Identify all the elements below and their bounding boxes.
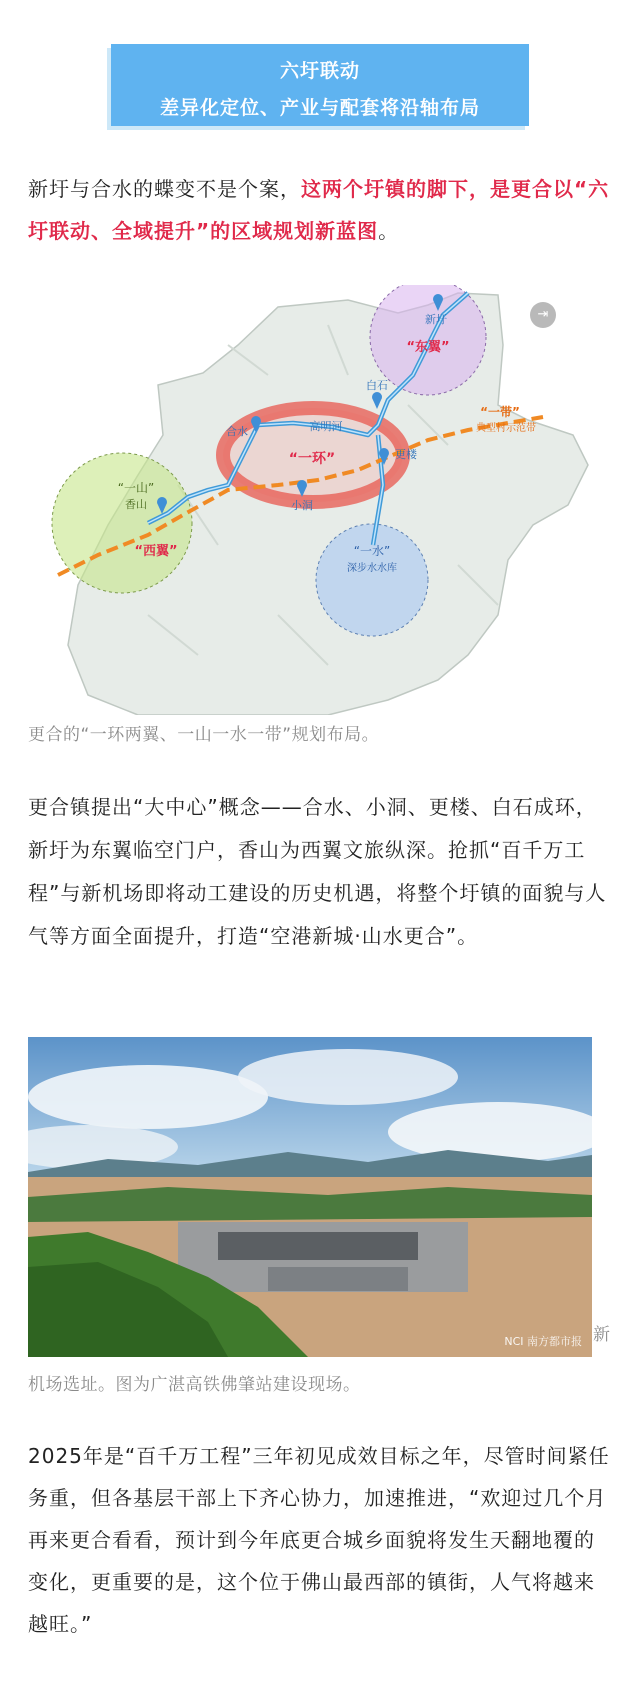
planning-map-svg <box>28 285 614 715</box>
construction-photo-svg <box>28 1037 592 1357</box>
label-dianxing: 典型村示范带 <box>476 423 536 434</box>
label-heshui: 合水 <box>226 425 248 438</box>
label-yishui: “一水” <box>353 544 391 558</box>
photo-watermark: NCI 南方都市报 <box>504 1335 582 1348</box>
label-xinxu: 新圩 <box>425 313 447 326</box>
section-header-line1: 六圩联动 <box>279 60 360 82</box>
label-yihuan: “一环” <box>288 451 336 467</box>
label-baishi: 白石 <box>366 379 388 392</box>
map-caption: 更合的“一环两翼、一山一水一带”规划布局。 <box>28 725 380 745</box>
section-header-line2: 差异化定位、产业与配套将沿轴布局 <box>159 97 480 119</box>
paragraph-outlook: 2025年是“百千万工程”三年初见成效目标之年，尽管时间紧任务重，但各基层干部上下齐心协力，加速推进，“欢迎过几个月再来更合看看，预计到今年底更合城乡面貌将发生天翻地覆的变化，更重要的是，这个位于佛山最西部的镇街，人气将越来越旺。” <box>28 1444 610 1636</box>
label-xiyi: “西翼” <box>134 544 178 559</box>
expand-icon[interactable]: ⇥ <box>530 302 556 328</box>
paragraph-intro-text: 新圩与合水的蝶变不是个案， <box>28 177 301 201</box>
paragraph-center-concept: 更合镇提出“大中心”概念——合水、小洞、更楼、白石成环，新圩为东翼临空门户，香山为西翼文旅纵深。抢抓“百千万工程”与新机场即将动工建设的历史机遇，将整个圩镇的面貌与人气等方面全面提升，打造“空港新城·山水更合”。 <box>28 795 607 948</box>
paragraph-intro-end: 。 <box>378 219 400 243</box>
paragraph-intro-highlight: 这两个圩镇的脚下，是更合以“六圩联动、全域提升”的区域规划新蓝图 <box>28 177 610 243</box>
label-yidai: “一带” <box>480 405 520 419</box>
section-header <box>111 44 529 126</box>
paragraph-intro <box>28 168 614 252</box>
photo-side-text: 新 <box>593 1325 610 1345</box>
label-shenbu: 深步水水库 <box>347 563 397 574</box>
label-xiaodong: 小洞 <box>291 499 313 512</box>
planning-map[interactable] <box>28 285 614 715</box>
label-dongyi: “东翼” <box>406 340 450 355</box>
label-yishan: “一山” <box>117 481 155 495</box>
label-gaominghe: 高明河 <box>309 420 343 433</box>
construction-photo[interactable] <box>28 1037 592 1357</box>
west-wing-circle <box>52 453 192 593</box>
label-xiangshan: 香山 <box>125 498 147 511</box>
label-genglou: 更楼 <box>395 448 417 461</box>
photo-caption: 机场选址。图为广湛高铁佛肇站建设现场。 <box>28 1375 361 1395</box>
